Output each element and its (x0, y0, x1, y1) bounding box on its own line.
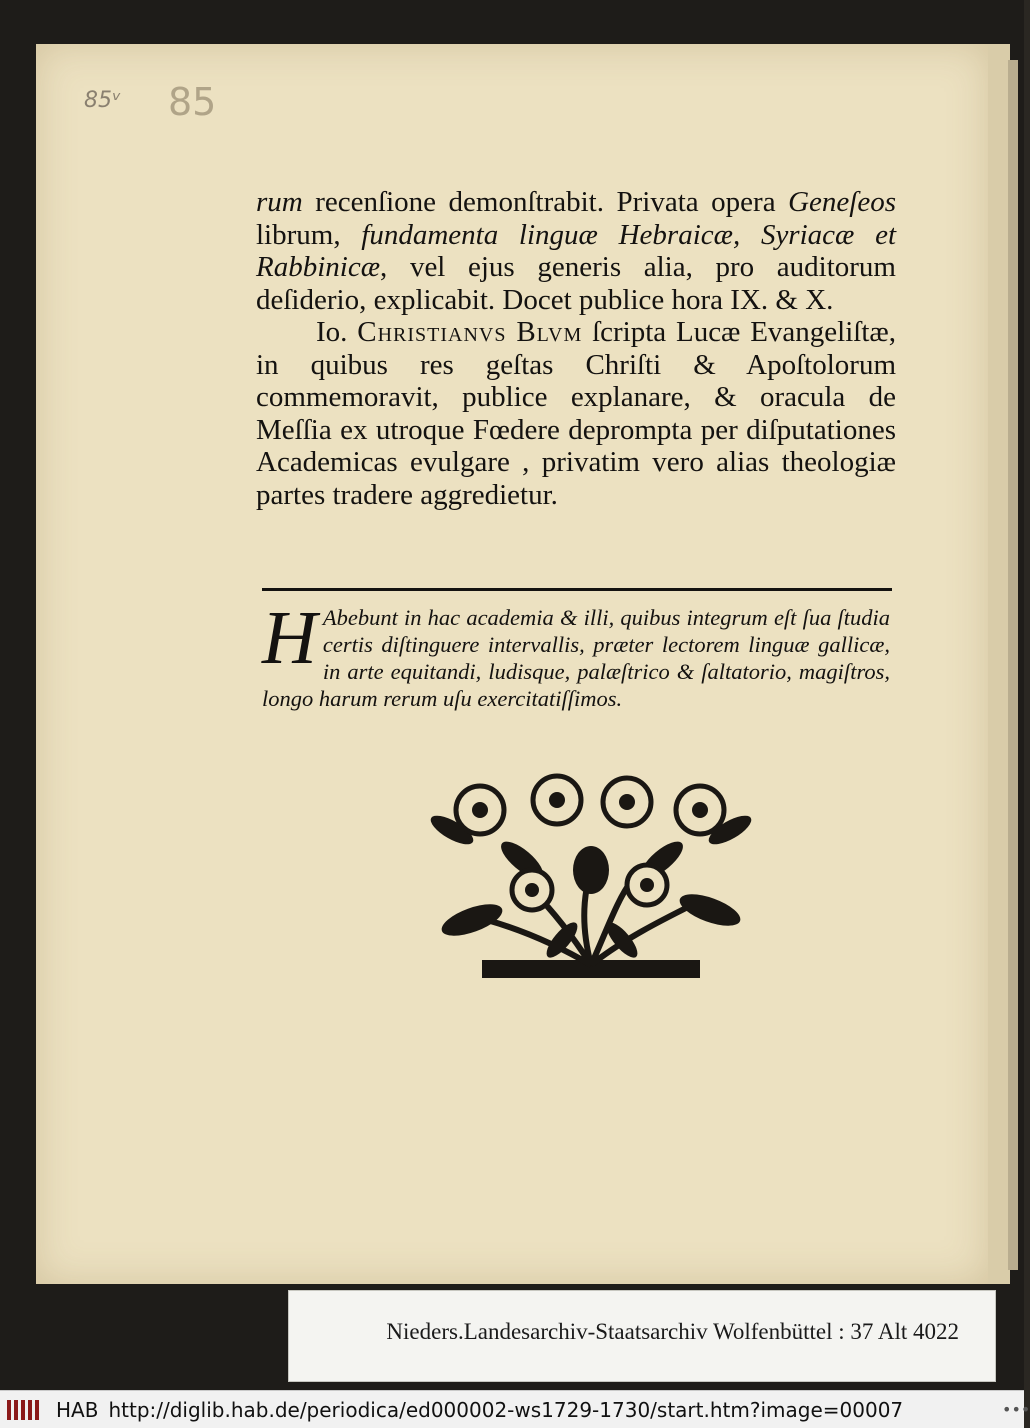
status-bar (0, 1390, 1030, 1428)
text-run: ſcripta Lucæ Evangeliſtæ, in quibus res geſtas Chriſti & Apoſtolorum commemoravit, publice explanare, & oracula de Meſſia ex utroque Fœdere deprompta per diſputationes Academicas evulgare , privatim vero alias theologiæ partes tradere aggredietur. (256, 316, 897, 511)
name-small-caps: Blvm (516, 316, 583, 348)
note-text (262, 596, 890, 712)
archive-label-text: Nieders.Landesarchiv-Staatsarchiv Wolfenbüttel : 37 Alt 4022 (386, 1319, 959, 1344)
note-paragraph (262, 596, 890, 712)
italic-phrase: Syriacæ et Rabbinicæ (256, 218, 897, 283)
page-edge (988, 44, 1010, 1284)
folio-number-handwritten: 85ᵛ (84, 88, 122, 113)
main-text-block (256, 186, 896, 511)
note-body: Abebunt in hac academia & illi, quibus integrum eſt ſua ſtudia certis diſtinguere intervallis, præter lectorem linguæ gallicæ, in arte equitandi, ludisque, palæſtrico & ſaltatorio, magiſtros, longo harum rerum uſu exercitatiſſimos. (262, 605, 890, 711)
italic-phrase: fundamenta linguæ Hebraicæ, (361, 218, 741, 251)
hab-logo-icon (0, 1395, 50, 1425)
text-run: librum, (256, 218, 362, 251)
folio-number-stamp: 85 (168, 80, 217, 124)
text-run: , vel ejus generis alia, pro auditorum deſiderio, explicabit. Docet publice hora IX. & X. (256, 251, 896, 316)
brand-label: HAB (56, 1397, 99, 1422)
archive-label (288, 1290, 996, 1382)
paragraph-1 (256, 186, 896, 316)
page-url-link[interactable]: http://diglib.hab.de/periodica/ed000002-ws1729-1730/start.htm?image=00007 (108, 1397, 904, 1422)
text-run: recenſione demonſtrabit. Privata opera (302, 186, 776, 218)
name-small-caps: Christianvs (357, 316, 507, 348)
italic-word: rum (256, 186, 303, 218)
paragraph-2 (256, 316, 896, 511)
horizontal-rule (262, 588, 892, 591)
floral-woodcut-ornament (432, 770, 750, 984)
drop-cap: H (262, 596, 317, 680)
text-run: Io. (316, 316, 358, 348)
more-icon[interactable]: ••• (1002, 1400, 1030, 1419)
italic-word: Geneſeos (788, 186, 896, 218)
page-edge-shadow (1008, 60, 1018, 1270)
